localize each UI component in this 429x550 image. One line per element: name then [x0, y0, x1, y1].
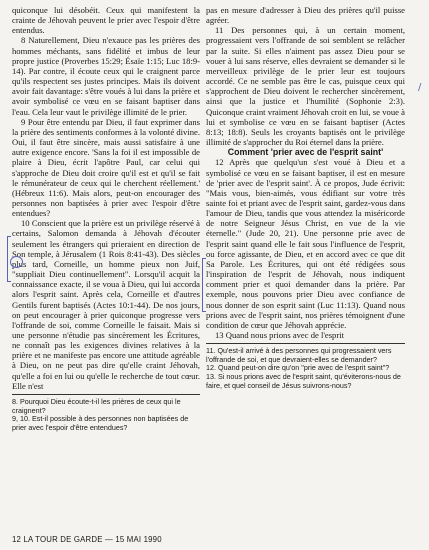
questions-divider-right — [206, 343, 405, 344]
page-footer: 12 LA TOUR DE GARDE — 15 MAI 1990 — [12, 535, 162, 544]
question-11: 11. Qu'est-il arrivé à des personnes qui progressaient vers l'offrande de soi, et que devraient-elles se demander? — [206, 346, 392, 364]
margin-bracket-right — [202, 258, 206, 312]
right-column — [206, 5, 405, 390]
paragraph-12: 12 Après que quelqu'un s'est voué à Dieu et a symbolisé ce vœu en se faisant baptiser, il est en mesure de 'prier avec de l'esprit saint'. À ce propos, Jude écrivit: "Mais vous, bien-aimés, vous édifiant sur votre très sainte foi et priant avec de l'esprit saint, gardez-vous dans l'amour de Dieu, tandis que vous attendez la miséricorde de notre Seigneur Jésus Christ, en vue de la vie éternelle." (Jude 20, 21). Une personne prie avec de l'esprit saint quand elle le fait sous l'influence de l'esprit, ou force agissante, de Dieu, et en accord avec ce que dit Sa Parole. Les Écritures, qui ont été rédigées sous l'inspiration de l'esprit de Jéhovah, nous indiquent comment prier et quoi demander dans la prière. Par exemple, nous pouvons prier Dieu avec confiance de nous donner de son esprit saint (Luc 11:13). Quand nous prions avec de l'esprit saint, nos prières témoignent d'une condition de cœur que Jéhovah apprécie. — [206, 157, 405, 330]
question-13: 13. Si nous prions avec de l'esprit saint, qu'éviterons-nous de faire, et quel conseil de Jésus suivrons-nous? — [206, 371, 401, 390]
question-8: 8. Pourquoi Dieu écoute-t-il les prières de ceux qui le craignent? — [12, 396, 181, 415]
questions-divider — [12, 394, 200, 395]
paragraph-13-start: 13 Quand nous prions avec de l'esprit — [215, 330, 344, 340]
circled-paragraph-number — [10, 256, 23, 268]
paragraph-9: 9 Pour être entendu par Dieu, il faut exprimer dans la prière des sentiments conformes à la volonté divine. Oui, il faut être sincère, mais aussi satisfaire à une autre exigence encore. 'Sans la foi il est impossible de plaire à Dieu, écrit l'apôtre Paul, car celui qui s'approche de Dieu doit croire qu'il est et qu'il se fait le rémunérateur de ceux qui le cherchent réellement.' (Hébreux 11:6). Mais alors, peut-on encourager des personnes non baptisées à prier avec l'espoir d'être entendues? — [12, 116, 200, 219]
question-9-10: 9, 10. Est-il possible à des personnes non baptisées de prier avec l'espoir d'être entendues? — [12, 414, 189, 432]
margin-tick-mark: / — [418, 82, 422, 93]
paragraph-8: 8 Naturellement, Dieu n'exauce pas les prières des hommes méchants, sans fidélité et imbus de leur propre justice (Proverbes 15:29; Ésaïe 1:15; Luc 18:9-14). Par contre, il écoute ceux qui le craignent parce qu'ils respectent ses justes principes. Mais ils doivent avoir fait davantage: s'être voués à lui dans la prière et avoir symbolisé ce vœu en se faisant baptiser dans l'eau. Cela leur vaut le privilège illimité de le prier. — [12, 35, 200, 117]
paragraph-11: 11 Des personnes qui, à un certain moment, progressaient vers l'offrande de soi semblent se relâcher par la suite. Si elles n'aiment pas assez Dieu pour se vouer à lui sans réserve, elles devraient se demander si le merveilleux privilège de le prier leur est toujours accordé. Ce ne semble pas être le cas, puisque ceux qui s'approchent de Dieu doivent le rechercher sincèrement, ainsi que la justice et l'humilité (Sophonie 2:3). Quiconque craint vraiment Jéhovah croit en lui, se voue à lui et symbolise ce vœu en se faisant baptiser (Actes 8:13; 18:8). Seuls les croyants baptisés ont le privilège illimité de s'approcher du Roi éternel dans la prière. — [206, 25, 405, 148]
paragraph-10: 10 Conscient que la prière est un privilège réservé à certains, Salomon demanda à Jéhovah d'écouter seulement les étrangers qui prieraient en direction de Son temple, à Jérusalem (1 Rois 8:41-43). Des siècles plus tard, Corneille, un homme pieux non Juif, "suppliait Dieu continuellement". Lorsqu'il acquit la connaissance exacte, il se voua à Dieu, qui lui accorda alors l'esprit saint. Après cela, Corneille et d'autres Gentils furent baptisés (Actes 10:1-44). De nos jours, on peut encourager à prier quiconque progresse vers l'offrande de soi, comme Corneille le faisait. Mais si une personne n'étudie pas sincèrement les Écritures, ne connaît pas les exigences divines relatives à la prière et ne manifeste pas encore une attitude agréable à Dieu, on ne peut pas dire qu'elle craint Jéhovah, qu'elle a foi en lui ou qu'elle le recherche de tout cœur. Elle n'est — [12, 218, 200, 391]
left-column — [12, 5, 200, 432]
paragraph-7-end: quiconque lui désobéit. Ceux qui manifestent la crainte de Jéhovah peuvent le prier avec l'espoir d'être entendus. — [12, 5, 200, 36]
paragraph-10-end: pas en mesure d'adresser à Dieu des prières qu'il puisse agréer. — [206, 5, 405, 26]
question-12: 12. Quand peut-on dire qu'on "prie avec de l'esprit saint"? — [206, 363, 390, 373]
section-heading: Comment 'prier avec de l'esprit saint' — [227, 147, 384, 158]
